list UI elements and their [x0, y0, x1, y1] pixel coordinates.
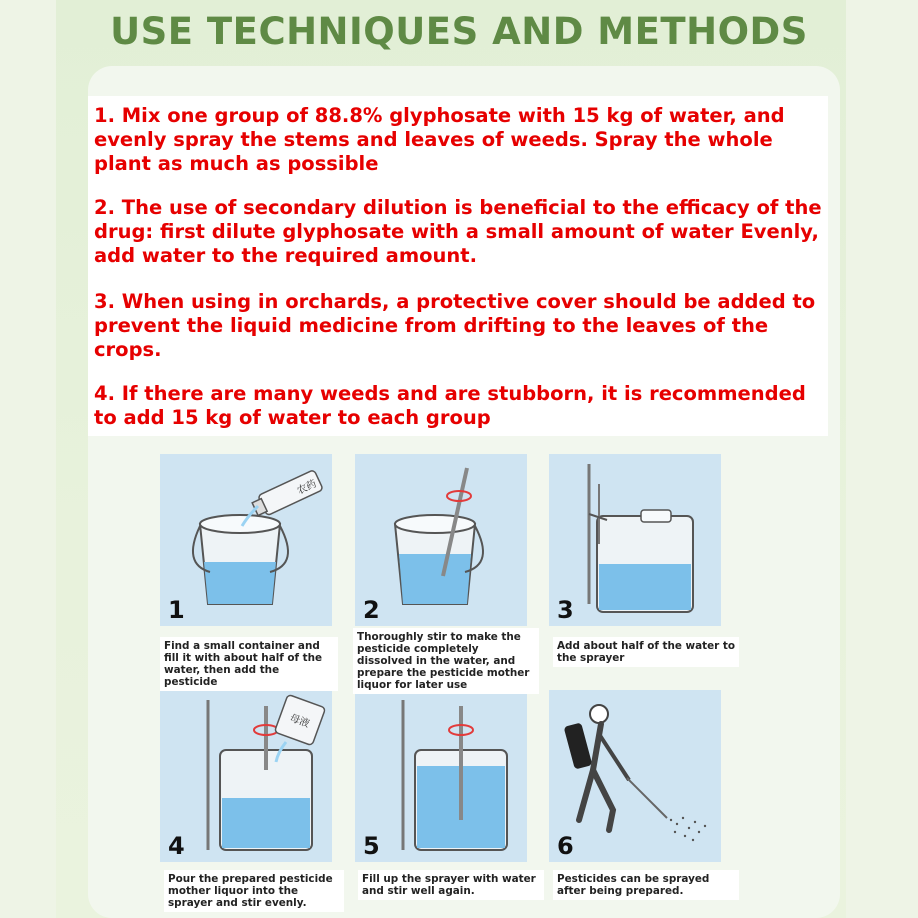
- instruction-step-3: 3. When using in orchards, a protective cover should be added to prevent the liquid medicine from drifting to the leaves of the crops.: [94, 290, 816, 361]
- panel-number: 2: [363, 596, 380, 624]
- illustration-panel-1: [160, 454, 332, 626]
- panel-caption-4: Pour the prepared pesticide mother liquor into the sprayer and stir evenly.: [164, 870, 344, 912]
- illustration-panel-3: [549, 454, 721, 626]
- panel-caption-3: Add about half of the water to the sprayer: [553, 637, 739, 667]
- sprayer-pour-illustration: [160, 690, 332, 862]
- panel-caption-5: Fill up the sprayer with water and stir well again.: [358, 870, 544, 900]
- page-title: USE TECHNIQUES AND METHODS: [110, 10, 808, 53]
- panel-number: 6: [557, 832, 574, 860]
- illustration-panel-4: [160, 690, 332, 862]
- instruction-step-4: 4. If there are many weeds and are stubborn, it is recommended to add 15 kg of water to each group: [94, 382, 806, 429]
- instruction-list: [88, 96, 828, 436]
- illustration-panel-5: [355, 690, 527, 862]
- panel-caption-6: Pesticides can be sprayed after being prepared.: [553, 870, 739, 900]
- panel-caption-2: Thoroughly stir to make the pesticide completely dissolved in the water, and prepare the pesticide mother liquor for later use: [353, 628, 539, 694]
- panel-number: 5: [363, 832, 380, 860]
- bucket-stir-illustration: [355, 454, 527, 626]
- illustration-panel-6: [549, 690, 721, 862]
- sprayer-full-illustration: [355, 690, 527, 862]
- panel-number: 3: [557, 596, 574, 624]
- panel-number: 4: [168, 832, 185, 860]
- person-spraying-illustration: [549, 690, 721, 862]
- illustration-panel-2: [355, 454, 527, 626]
- panel-caption-1: Find a small container and fill it with about half of the water, then add the pesticide: [160, 637, 338, 691]
- panel-number: 1: [168, 596, 185, 624]
- bottle-label: 农药: [295, 478, 319, 497]
- instruction-step-1: 1. Mix one group of 88.8% glyphosate with 15 kg of water, and evenly spray the stems and leaves of weeds. Spray the whole plant as much as possible: [94, 104, 785, 175]
- bucket-bottle-illustration: [160, 454, 332, 626]
- container-label: 母液: [288, 712, 311, 730]
- instruction-step-2: 2. The use of secondary dilution is beneficial to the efficacy of the drug: first dilute glyphosate with a small amount of water Evenly, add water to the required amount.: [94, 196, 822, 267]
- sprayer-half-illustration: [549, 454, 721, 626]
